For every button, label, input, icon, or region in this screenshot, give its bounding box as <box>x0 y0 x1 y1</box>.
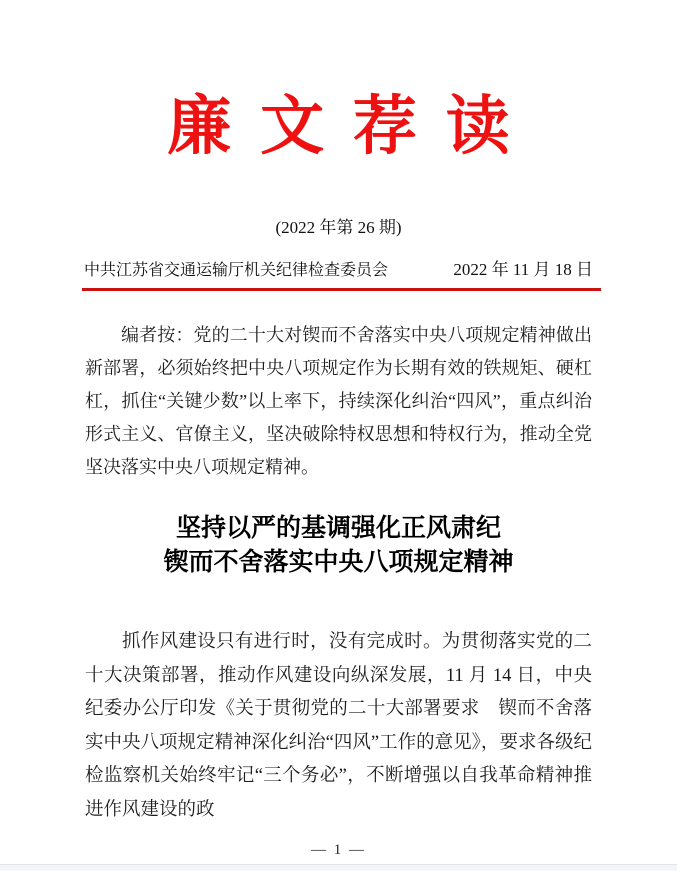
publisher-row <box>84 259 593 282</box>
article-title <box>0 512 677 580</box>
publisher-name: 中共江苏省交通运输厅机关纪律检查委员会 <box>84 262 389 279</box>
article-title-line2: 锲而不舍落实中央八项规定精神 <box>163 549 514 576</box>
issue-number-line: (2022 年第 26 期) <box>275 218 402 237</box>
masthead-title: 廉文荐读 <box>167 91 539 162</box>
editor-note-paragraph: 编者按：党的二十大对锲而不舍落实中央八项规定精神做出新部署，必须始终把中央八项规定作为长期有效的铁规矩、硬杠杠，抓住“关键少数”以上率下，持续深化纠治“四风”，重点纠治形式主义、官僚主义，坚决破除特权思想和特权行为，推动全党坚决落实中央八项规定精神。 <box>85 325 592 477</box>
page-number: — 1 — <box>311 842 366 858</box>
article-title-line1: 坚持以严的基调强化正风肃纪 <box>175 515 501 542</box>
article-body-paragraph: 抓作风建设只有进行时，没有完成时。为贯彻落实党的二十大决策部署，推动作风建设向纵深发展，11 月 14 日，中央纪委办公厅印发《关于贯彻党的二十大部署要求 锲而不舍落实中央八项规定精神深化纠治“四风”工作的意见》，要求各级纪检监察机关始终牢记“三个务必”，不断增强以自我革命精神推进作风建设的政 <box>85 632 592 820</box>
publication-date: 2022 年 11 月 18 日 <box>453 260 593 279</box>
page-bottom-edge <box>0 864 677 871</box>
red-divider-rule <box>82 288 601 291</box>
